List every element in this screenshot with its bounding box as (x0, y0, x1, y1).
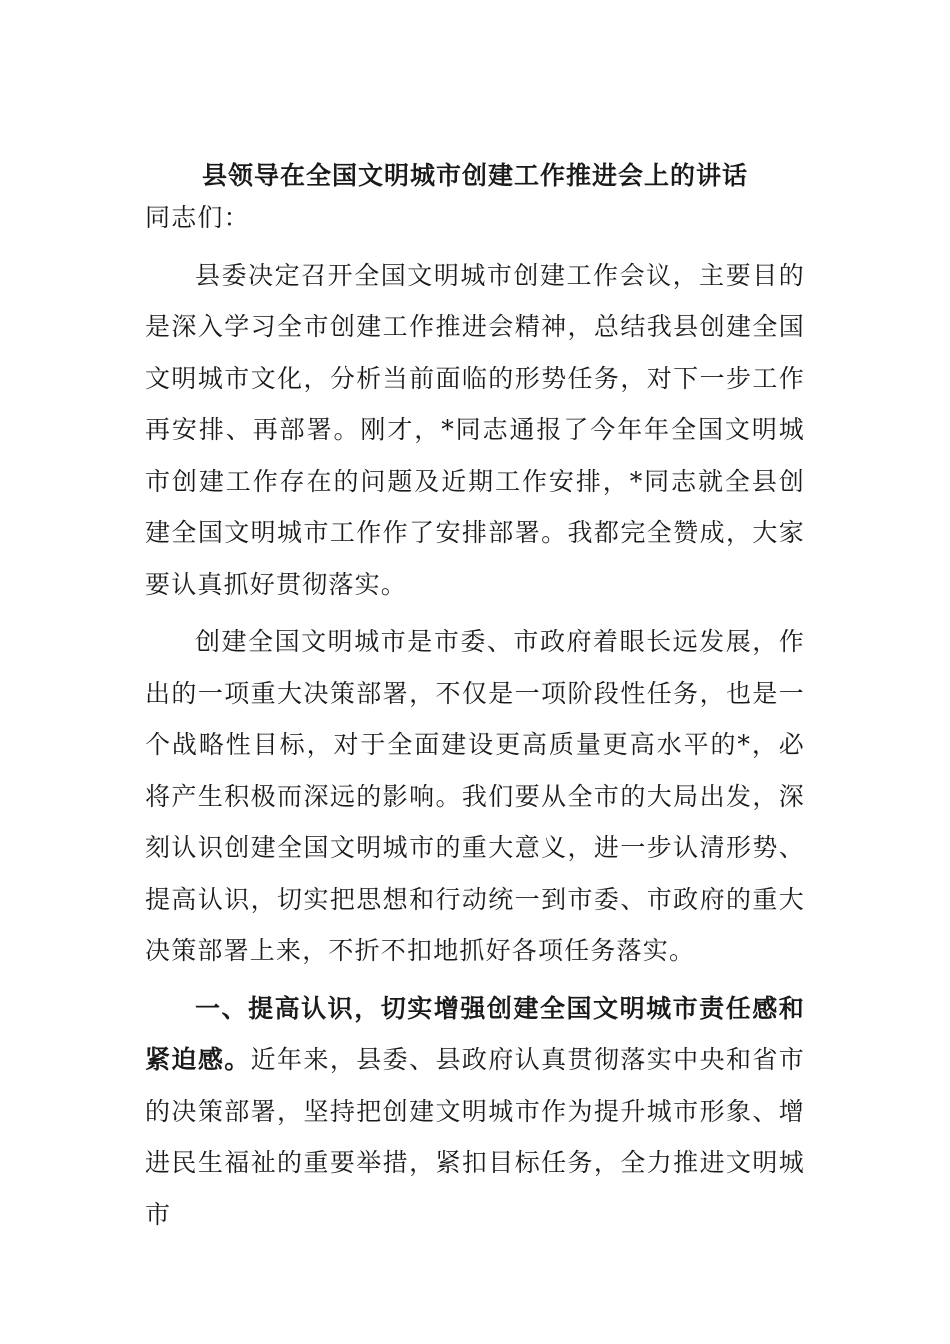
salutation: 同志们： (145, 203, 250, 232)
section-1-heading: 一、提高认识，切实增强创建全国文明城市责任感和紧迫感。 (145, 993, 805, 1074)
document-body (145, 192, 805, 1246)
section-1-paragraph (145, 983, 805, 1241)
section-1-text: 近年来，县委、县政府认真贯彻落实中央和省市的决策部署，坚持把创建文明城市作为提升城市形象、增进民生福祉的重要举措，紧扣目标任务，全力推进文明城市 (145, 1045, 805, 1229)
paragraph-intro: 县委决定召开全国文明城市创建工作会议，主要目的是深入学习全市创建工作推进会精神，总结我县创建全国文明城市文化，分析当前面临的形势任务，对下一步工作再安排、再部署。刚才，*同志通报了今年年全国文明城市创建工作存在的问题及近期工作安排，*同志就全县创建全国文明城市工作作了安排部署。我都完全赞成，大家要认真抓好贯彻落实。 (145, 260, 805, 599)
paragraph-significance: 创建全国文明城市是市委、市政府着眼长远发展，作出的一项重大决策部署，不仅是一项阶段性任务，也是一个战略性目标，对于全面建设更高质量更高水平的*，必将产生积极而深远的影响。我们要从全市的大局出发，深刻认识创建全国文明城市的重大意义，进一步认清形势、提高认识，切实把思想和行动统一到市委、市政府的重大决策部署上来，不折不扣地抓好各项任务落实。 (145, 627, 805, 965)
document-title: 县领导在全国文明城市创建工作推进会上的讲话 (201, 161, 748, 190)
